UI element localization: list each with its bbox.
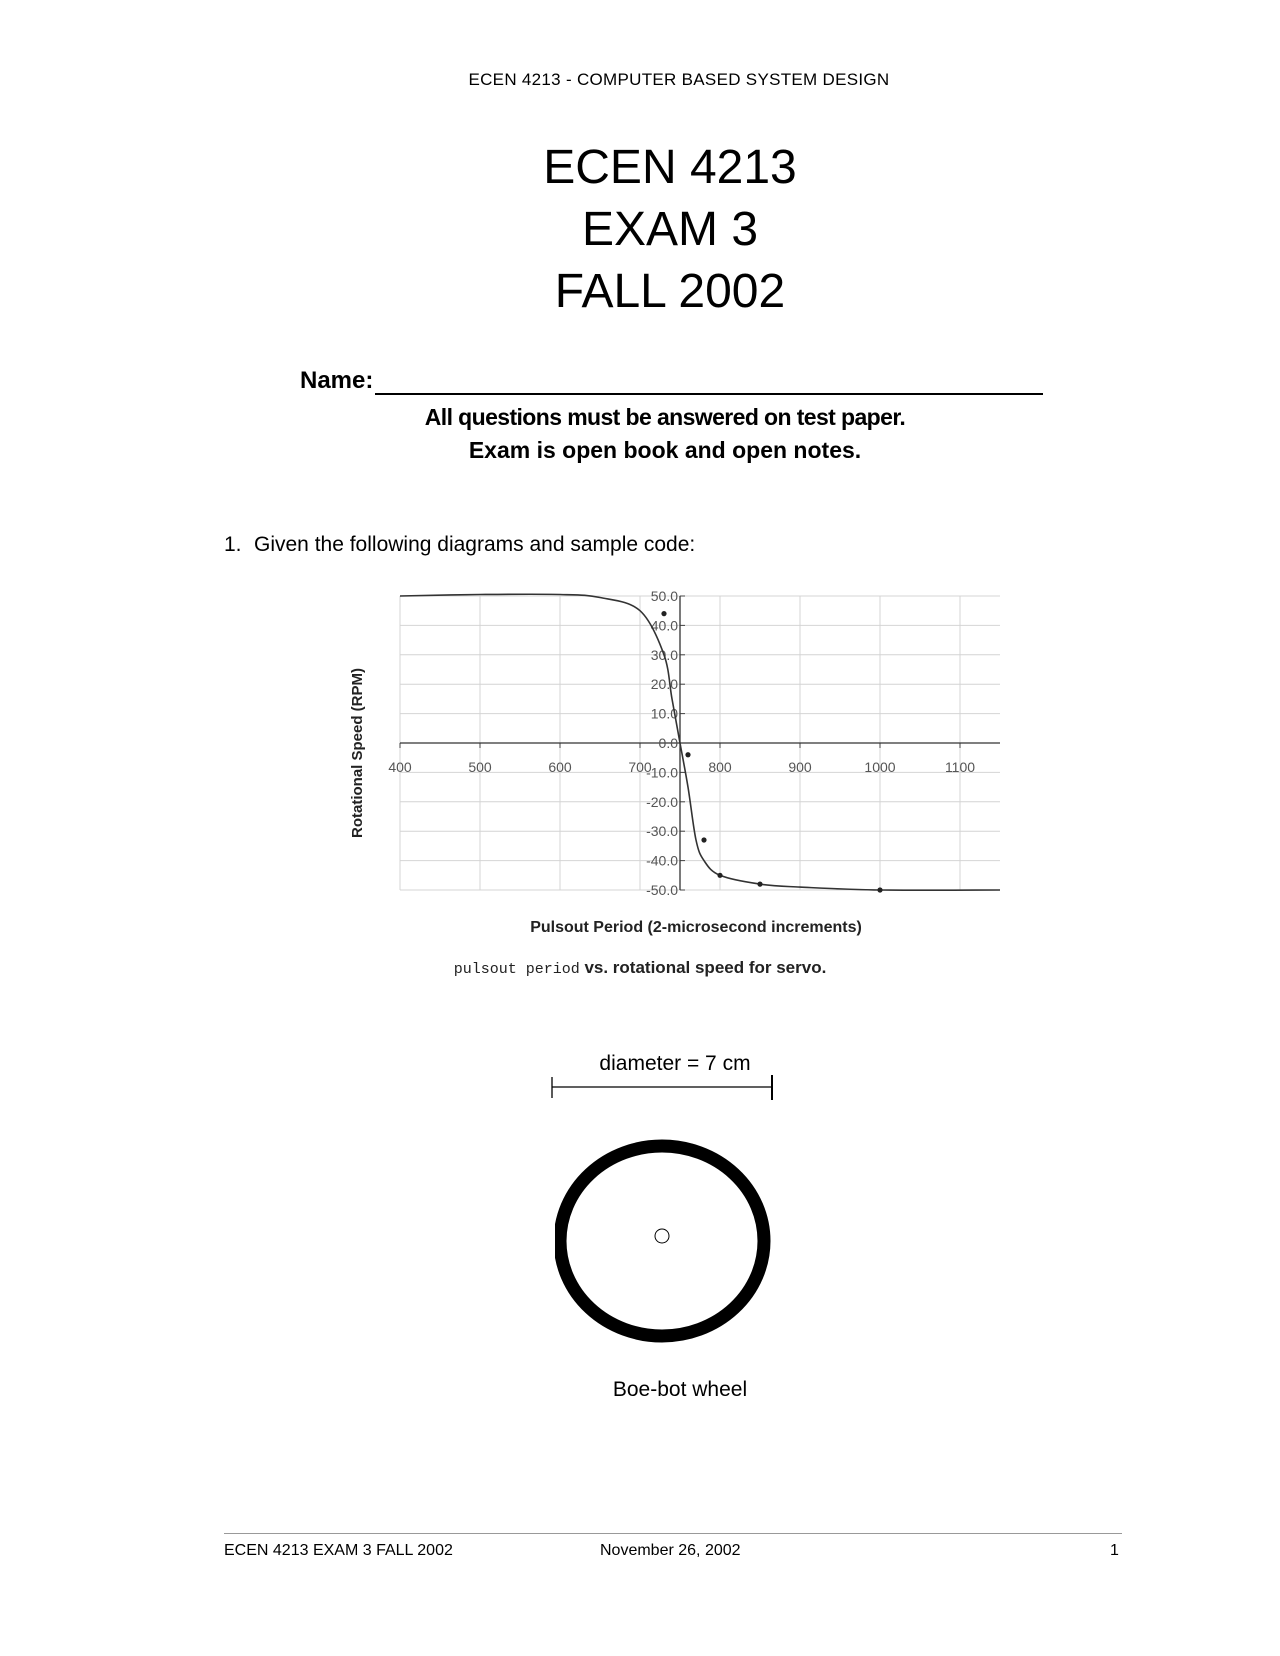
y-axis-label: Rotational Speed (RPM) bbox=[349, 667, 366, 839]
diameter-label: diameter = 7 cm bbox=[599, 1052, 751, 1075]
data-point bbox=[685, 752, 690, 757]
x-tick-label: 700 bbox=[628, 759, 652, 775]
x-tick-label: 900 bbox=[788, 759, 812, 775]
y-tick-label: 30.0 bbox=[650, 646, 678, 663]
question-number: 1. bbox=[224, 533, 242, 556]
instruction-line-2: Exam is open book and open notes. bbox=[468, 437, 862, 463]
y-tick-label: -10.0 bbox=[646, 764, 678, 781]
y-tick-label: 0.0 bbox=[658, 735, 678, 751]
x-tick-label: 800 bbox=[708, 759, 732, 775]
question-1 bbox=[224, 533, 695, 557]
wheel-hub bbox=[655, 1229, 669, 1243]
caption-code: pulsout period bbox=[453, 961, 580, 978]
x-tick-label: 500 bbox=[468, 759, 492, 775]
exam-title: EXAM 3 bbox=[581, 203, 759, 256]
chart-axes bbox=[400, 596, 1000, 890]
x-axis-label: Pulsout Period (2-microsecond increments) bbox=[530, 919, 862, 936]
data-point bbox=[877, 887, 882, 892]
x-tick-label: 600 bbox=[548, 759, 572, 775]
footer-left: ECEN 4213 EXAM 3 FALL 2002 bbox=[224, 1542, 453, 1559]
instruction-line-1: All questions must be answered on test paper. bbox=[424, 404, 906, 430]
y-tick-label: -30.0 bbox=[646, 823, 678, 840]
curve-markers bbox=[658, 611, 882, 893]
question-text: Given the following diagrams and sample code: bbox=[254, 533, 696, 556]
chart-caption bbox=[0, 958, 1280, 978]
x-tick-label: 400 bbox=[388, 759, 412, 775]
name-label: Name: bbox=[300, 367, 374, 394]
y-tick-label: -50.0 bbox=[646, 882, 678, 898]
diameter-dimension-line bbox=[550, 1072, 780, 1102]
y-tick-label: 20.0 bbox=[650, 676, 678, 693]
data-point bbox=[661, 611, 666, 616]
course-title: ECEN 4213 bbox=[543, 141, 797, 194]
y-tick-label: 50.0 bbox=[650, 588, 678, 604]
data-point bbox=[717, 873, 722, 878]
speed-curve bbox=[400, 594, 1000, 890]
x-tick-label: 1000 bbox=[864, 759, 896, 775]
data-point bbox=[701, 837, 706, 842]
boe-bot-wheel bbox=[555, 1138, 785, 1348]
servo-speed-chart bbox=[340, 575, 1000, 940]
footer-date: November 26, 2002 bbox=[600, 1542, 741, 1559]
name-field bbox=[300, 367, 1043, 395]
term-title: FALL 2002 bbox=[554, 265, 786, 318]
running-header: ECEN 4213 - COMPUTER BASED SYSTEM DESIGN bbox=[468, 70, 890, 89]
wheel-rim bbox=[560, 1146, 764, 1336]
data-point bbox=[757, 882, 762, 887]
page-number: 1 bbox=[1110, 1542, 1119, 1559]
x-tick-label: 1100 bbox=[944, 759, 976, 775]
y-tick-label: 10.0 bbox=[650, 705, 678, 722]
wheel-caption: Boe-bot wheel bbox=[612, 1378, 748, 1401]
footer-divider bbox=[224, 1533, 1122, 1534]
y-tick-label: 40.0 bbox=[650, 617, 678, 634]
y-tick-label: -20.0 bbox=[646, 793, 678, 810]
name-blank-line[interactable] bbox=[375, 369, 1043, 395]
caption-text: vs. rotational speed for servo. bbox=[584, 958, 827, 977]
y-tick-label: -40.0 bbox=[646, 852, 678, 869]
